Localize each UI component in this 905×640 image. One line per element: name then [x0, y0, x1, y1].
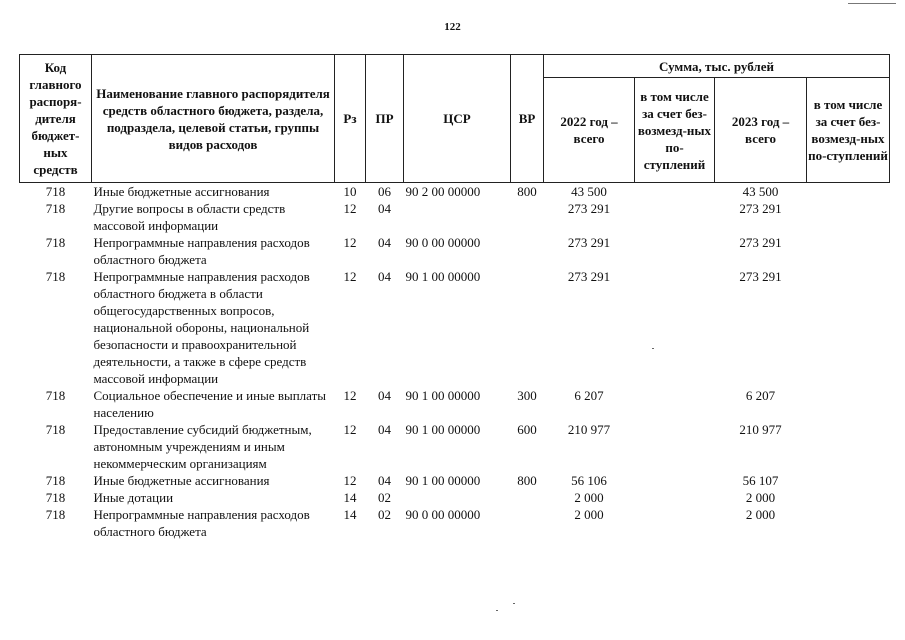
cell-2023-gratuitous	[807, 183, 890, 201]
cell-name: Социальное обеспечение и иные выплаты населению	[93, 388, 327, 420]
cell-2023-total: 2 000	[745, 490, 776, 505]
cell-rz: 12	[343, 269, 357, 284]
cell-2022-gratuitous	[635, 234, 715, 268]
cell-rz: 12	[343, 473, 357, 488]
header-sum-group: Сумма, тыс. рублей	[544, 55, 890, 78]
cell-2022-total: 273 291	[567, 201, 611, 216]
cell-2023-gratuitous	[807, 472, 890, 489]
cell-vr: 800	[517, 473, 537, 488]
cell-2022-total: 56 106	[571, 473, 607, 488]
table-row	[20, 506, 890, 540]
cell-2023-total: 2 000	[745, 507, 776, 522]
cell-name: Непрограммные направления расходов областного бюджета в области общегосударственных вопросов, национальной обороны, национальной безопасности и правоохранительной деятельности, а также в сфере средств массовой информации	[93, 269, 310, 386]
table-header	[20, 55, 890, 183]
table-row	[20, 387, 890, 421]
cell-vr	[511, 268, 544, 387]
cell-2022-gratuitous	[635, 387, 715, 421]
cell-rz: 12	[343, 388, 357, 403]
cell-pr: 04	[378, 201, 391, 216]
header-2022-gratuitous: в том числе за счет без-возмезд-ных по-ступлений	[635, 78, 715, 183]
cell-code: 718	[45, 269, 66, 284]
header-name: Наименование главного распорядителя средств областного бюджета, раздела, подраздела, целевой статьи, группы видов расходов	[92, 55, 335, 183]
cell-vr	[511, 200, 544, 234]
cell-2023-gratuitous	[807, 268, 890, 387]
cell-code: 718	[45, 201, 66, 216]
cell-rz: 12	[343, 201, 357, 216]
cell-2022-gratuitous	[635, 268, 715, 387]
cell-2022-total: 6 207	[574, 388, 604, 403]
cell-2023-gratuitous	[807, 506, 890, 540]
cell-pr: 04	[378, 473, 391, 488]
header-2022-total: 2022 год – всего	[544, 78, 635, 183]
cell-pr: 02	[378, 490, 391, 505]
table-row	[20, 268, 890, 387]
cell-2023-total: 6 207	[745, 388, 776, 403]
cell-vr: 800	[517, 184, 537, 199]
cell-vr	[511, 489, 544, 506]
cell-pr: 04	[378, 422, 391, 437]
cell-csr: 90 2 00 00000	[405, 184, 481, 199]
corner-line	[848, 3, 896, 4]
cell-csr: 90 1 00 00000	[405, 473, 481, 488]
cell-csr: 90 1 00 00000	[405, 388, 481, 403]
cell-2022-total: 273 291	[567, 269, 611, 284]
cell-code: 718	[45, 473, 66, 488]
table-row	[20, 489, 890, 506]
cell-2023-total: 43 500	[742, 184, 779, 199]
header-code: Код главного распоря-дителя бюджет-ных средств	[20, 55, 92, 183]
cell-code: 718	[45, 490, 66, 505]
cell-vr	[511, 234, 544, 268]
cell-2023-total: 273 291	[739, 235, 782, 250]
cell-csr: 90 0 00 00000	[405, 507, 481, 522]
cell-pr: 04	[378, 235, 391, 250]
cell-name: Другие вопросы в области средств массовой информации	[93, 201, 286, 233]
cell-2022-gratuitous	[635, 506, 715, 540]
cell-2023-total: 210 977	[739, 422, 782, 437]
cell-pr: 06	[378, 184, 391, 199]
cell-2022-gratuitous	[635, 489, 715, 506]
cell-2023-gratuitous	[807, 489, 890, 506]
cell-name: Непрограммные направления расходов областного бюджета	[93, 507, 310, 539]
header-pr: ПР	[366, 55, 404, 183]
cell-vr	[511, 506, 544, 540]
cell-csr: 90 0 00 00000	[405, 235, 481, 250]
cell-2023-gratuitous	[807, 421, 890, 472]
cell-name: Иные бюджетные ассигнования	[93, 473, 270, 488]
cell-name: Иные дотации	[93, 490, 174, 505]
cell-name: Иные бюджетные ассигнования	[93, 184, 270, 199]
cell-pr: 04	[378, 269, 391, 284]
cell-code: 718	[45, 422, 66, 437]
cell-pr: 02	[378, 507, 391, 522]
table-row	[20, 421, 890, 472]
scan-speck	[496, 610, 498, 611]
cell-2023-total: 273 291	[739, 269, 782, 284]
cell-2023-gratuitous	[807, 234, 890, 268]
cell-vr: 600	[517, 422, 537, 437]
cell-vr: 300	[517, 388, 537, 403]
cell-name: Непрограммные направления расходов областного бюджета	[93, 235, 310, 267]
scan-speck	[513, 603, 515, 604]
cell-rz: 12	[343, 422, 357, 437]
cell-2023-gratuitous	[807, 387, 890, 421]
cell-2022-total: 210 977	[567, 422, 611, 437]
cell-2022-gratuitous	[635, 183, 715, 201]
header-2023-gratuitous: в том числе за счет без-возмезд-ных по-ступлений	[807, 78, 890, 183]
cell-2023-total: 56 107	[742, 473, 779, 488]
cell-code: 718	[45, 235, 66, 250]
cell-code: 718	[45, 184, 66, 199]
cell-csr	[404, 200, 511, 234]
table-row	[20, 183, 890, 201]
cell-name: Предоставление субсидий бюджетным, автономным учреждениям и иным некоммерческим организациям	[93, 422, 312, 471]
cell-rz: 10	[343, 184, 357, 199]
cell-2022-total: 273 291	[567, 235, 611, 250]
cell-csr	[404, 489, 511, 506]
cell-2022-gratuitous	[635, 200, 715, 234]
header-vr: ВР	[511, 55, 544, 183]
cell-csr: 90 1 00 00000	[405, 422, 481, 437]
cell-2022-gratuitous	[635, 472, 715, 489]
cell-pr: 04	[378, 388, 391, 403]
table-row	[20, 234, 890, 268]
header-csr: ЦСР	[404, 55, 511, 183]
scan-speck	[652, 348, 654, 349]
cell-2023-gratuitous	[807, 200, 890, 234]
budget-table	[19, 54, 890, 540]
cell-2023-total: 273 291	[739, 201, 782, 216]
cell-rz: 14	[343, 507, 357, 522]
header-2023-total: 2023 год – всего	[715, 78, 807, 183]
table-body	[20, 183, 890, 541]
cell-2022-total: 43 500	[571, 184, 607, 199]
cell-2022-total: 2 000	[574, 507, 604, 522]
cell-code: 718	[45, 507, 66, 522]
table-row	[20, 472, 890, 489]
cell-csr: 90 1 00 00000	[405, 269, 481, 284]
cell-rz: 12	[343, 235, 357, 250]
page-number: 122	[444, 21, 461, 33]
header-rz: Рз	[335, 55, 366, 183]
cell-2022-total: 2 000	[574, 490, 604, 505]
cell-rz: 14	[343, 490, 357, 505]
cell-code: 718	[45, 388, 66, 403]
table-row	[20, 200, 890, 234]
cell-2022-gratuitous	[635, 421, 715, 472]
